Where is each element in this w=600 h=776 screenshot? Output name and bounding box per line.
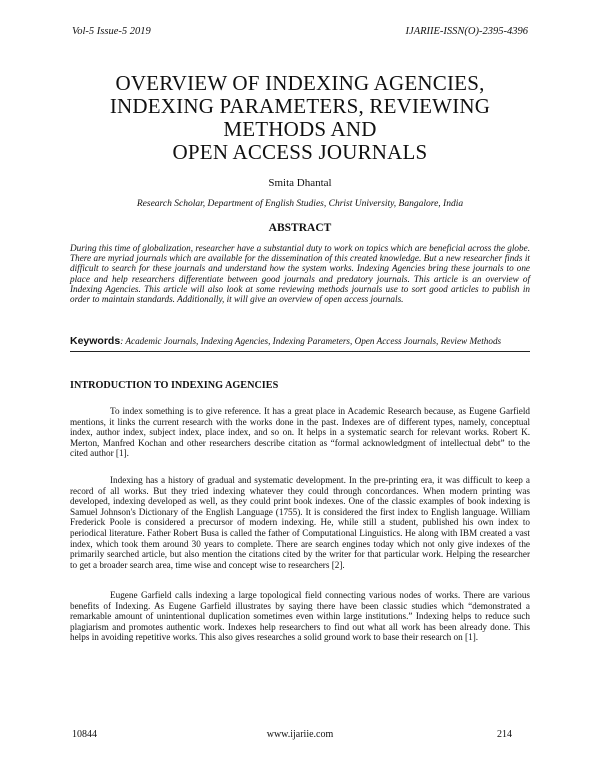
section-heading: INTRODUCTION TO INDEXING AGENCIES: [70, 380, 279, 391]
author-affiliation: Research Scholar, Department of English Studies, Christ University, Bangalore, India: [136, 199, 464, 209]
paper-title: [40, 72, 560, 164]
footer-website-link[interactable]: www.ijariie.com: [266, 729, 334, 740]
body-paragraph-3: Eugene Garfield calls indexing a large topological field connecting various nodes of works. There are various benefits of Indexing. As Eugene Garfield illustrates by saying there have been classic studies which “demonstrated a remarkable amount of unintentional duplication sometimes even within large institutions.” Indexing helps to reduce such plagiarism and promotes authentic work. Indexes help researchers to find out what all work has been already done. This helps in avoiding repetitive works. This also gives researches a solid ground work to base their research on [1].: [70, 590, 530, 643]
abstract-heading: ABSTRACT: [268, 222, 332, 234]
body-paragraph-2: Indexing has a history of gradual and systematic development. In the pre-printing era, it was difficult to keep a record of all works. But they tried indexing whatever they could through concordances. When modern printing was developed, indexing developed as well, as they could print book indexes. One of the classic examples of book indexing is Samuel Johnson's Dictionary of the English Language (1755). It is considered the first index to English language. William Frederick Poole is considered a precursor of modern indexing. He, while still a student, published his own index to periodical literature. Father Robert Busa is called the father of Computational Linguistics. He along with IBM created a vast index, which took them around 30 years to complete. There are search engines today which not only give indexes of the primarily searched article, but also mention the citations cited by the writer for that particular work. Helping the researcher to get a broader search area, time wise and concept wise to researchers [2].: [70, 475, 530, 570]
section-divider: [70, 351, 530, 352]
keywords-label: Keywords: [70, 335, 121, 347]
title-line-4: OPEN ACCESS JOURNALS: [172, 140, 428, 164]
header-issn: IJARIIE-ISSN(O)-2395-4396: [405, 26, 528, 37]
keywords: [70, 335, 530, 347]
title-line-3: METHODS AND: [223, 117, 377, 141]
author-name: Smita Dhantal: [268, 177, 332, 189]
abstract-body: During this time of globalization, researcher have a substantial duty to work on topics which are beneficial across the globe. There are myriad journals which are available for the dissemination of this created knowledge. But a new researcher finds it difficult to search for these journals and understand how the system works. Indexing Agencies bring these journals to one place and help researchers differentiate between good journals and predatory journals. This article is an overview of Indexing Agencies. This article will also look at some reviewing methods journals use to sort good articles to publish in order to maintain standards. Additionally, it will give an overview of open access journals.: [70, 243, 530, 305]
footer-page-number: 214: [497, 729, 512, 740]
title-line-2: INDEXING PARAMETERS, REVIEWING: [109, 94, 491, 118]
body-paragraph-1: To index something is to give reference. It has a great place in Academic Research because, as Eugene Garfield mentions, it links the current research with the works done in the past. Indexes are of different types, namely, conceptual index, author index, subject index, place index, and so on. It helps in a systematic search for relevant works. Robert K. Merton, Manfred Kochan and other researchers describe citation as “formal acknowledgment of intellectual debt” to the cited author [1].: [70, 406, 530, 459]
keywords-text: : Academic Journals, Indexing Agencies, Indexing Parameters, Open Access Journals, Review Methods: [120, 336, 502, 346]
title-line-1: OVERVIEW OF INDEXING AGENCIES,: [115, 71, 485, 95]
footer-paper-id: 10844: [72, 729, 97, 740]
header-volume-issue: Vol-5 Issue-5 2019: [72, 26, 151, 37]
